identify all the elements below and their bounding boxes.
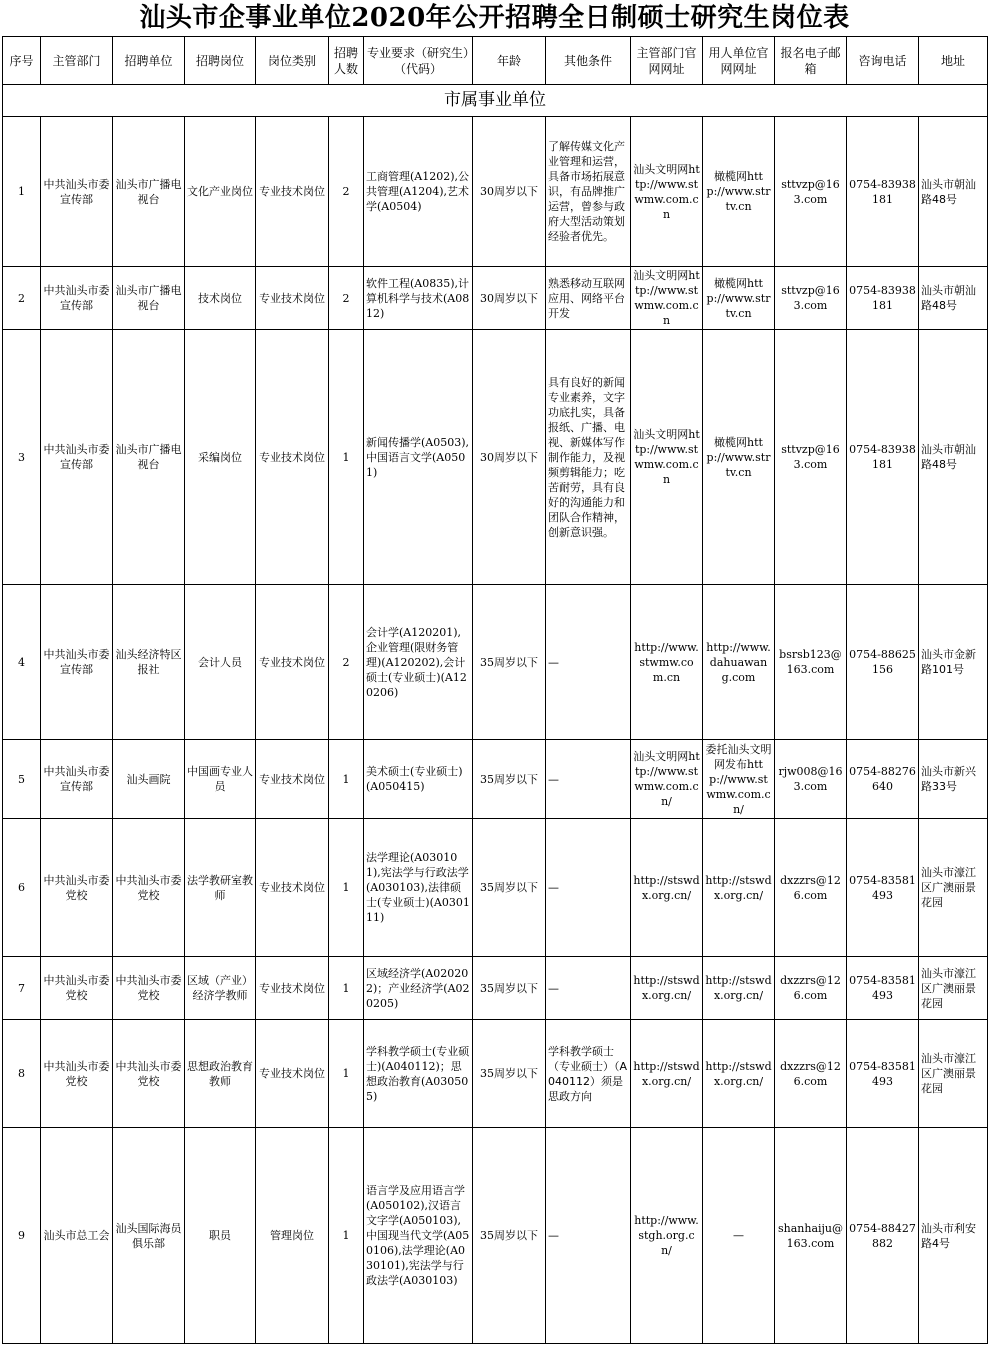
cell-address: 汕头市濠江区广澳丽景花园 xyxy=(919,957,988,1020)
cell-seq: 1 xyxy=(3,117,41,267)
cell-post: 法学教研室教师 xyxy=(185,819,256,957)
cell-count: 1 xyxy=(329,1020,364,1128)
cell-major: 法学理论(A030101),宪法学与行政法学(A030103),法律硕士(专业硕士)(A030111) xyxy=(364,819,473,957)
cell-category: 专业技术岗位 xyxy=(256,585,329,740)
cell-seq: 7 xyxy=(3,957,41,1020)
cell-age: 30周岁以下 xyxy=(473,117,546,267)
header-unit-site: 用人单位官网网址 xyxy=(703,37,775,85)
cell-other: 具有良好的新闻专业素养，文字功底扎实，具备报纸、广播、电视、新媒体写作制作能力，及视频剪辑能力；吃苦耐劳，具有良好的沟通能力和团队合作精神，创新意识强。 xyxy=(546,330,631,585)
cell-post: 采编岗位 xyxy=(185,330,256,585)
cell-dept-site: http://www.stgh.org.cn/ xyxy=(631,1128,703,1344)
table-row xyxy=(3,585,988,740)
cell-other: — xyxy=(546,1128,631,1344)
cell-major: 语言学及应用语言学(A050102),汉语言文字学(A050103),中国现当代文学(A050106),法学理论(A030101),宪法学与行政法学(A030103) xyxy=(364,1128,473,1344)
cell-dept: 中共汕头市委宣传部 xyxy=(41,117,113,267)
cell-category: 专业技术岗位 xyxy=(256,740,329,819)
cell-unit: 中共汕头市委党校 xyxy=(113,819,185,957)
cell-dept: 中共汕头市委党校 xyxy=(41,1020,113,1128)
header-age: 年龄 xyxy=(473,37,546,85)
table-row xyxy=(3,819,988,957)
cell-dept-site: http://stswdx.org.cn/ xyxy=(631,1020,703,1128)
cell-dept-site: http://stswdx.org.cn/ xyxy=(631,957,703,1020)
cell-category: 管理岗位 xyxy=(256,1128,329,1344)
cell-seq: 2 xyxy=(3,267,41,330)
cell-major: 学科教学硕士(专业硕士)(A040112)；思想政治教育(A030505) xyxy=(364,1020,473,1128)
cell-email: sttvzp@163.com xyxy=(775,330,847,585)
cell-age: 35周岁以下 xyxy=(473,740,546,819)
cell-phone: 0754-83938181 xyxy=(847,117,919,267)
cell-dept: 中共汕头市委宣传部 xyxy=(41,267,113,330)
header-seq: 序号 xyxy=(3,37,41,85)
cell-unit-site: http://stswdx.org.cn/ xyxy=(703,957,775,1020)
header-dept: 主管部门 xyxy=(41,37,113,85)
cell-unit-site: http://stswdx.org.cn/ xyxy=(703,1020,775,1128)
cell-seq: 4 xyxy=(3,585,41,740)
cell-unit-site: — xyxy=(703,1128,775,1344)
cell-unit: 汕头经济特区报社 xyxy=(113,585,185,740)
cell-dept-site: 汕头文明网http://www.stwmw.com.cn/ xyxy=(631,740,703,819)
cell-dept: 中共汕头市委宣传部 xyxy=(41,330,113,585)
cell-dept: 中共汕头市委宣传部 xyxy=(41,585,113,740)
table-row xyxy=(3,117,988,267)
cell-age: 35周岁以下 xyxy=(473,1020,546,1128)
cell-dept: 中共汕头市委宣传部 xyxy=(41,740,113,819)
cell-count: 1 xyxy=(329,330,364,585)
table-row xyxy=(3,267,988,330)
cell-seq: 3 xyxy=(3,330,41,585)
cell-phone: 0754-83581493 xyxy=(847,819,919,957)
cell-address: 汕头市濠江区广澳丽景花园 xyxy=(919,1020,988,1128)
cell-email: dxzzrs@126.com xyxy=(775,957,847,1020)
header-other: 其他条件 xyxy=(546,37,631,85)
cell-other: — xyxy=(546,819,631,957)
cell-email: dxzzrs@126.com xyxy=(775,1020,847,1128)
cell-email: rjw008@163.com xyxy=(775,740,847,819)
cell-post: 文化产业岗位 xyxy=(185,117,256,267)
cell-email: sttvzp@163.com xyxy=(775,117,847,267)
header-row xyxy=(3,37,988,85)
cell-count: 1 xyxy=(329,1128,364,1344)
cell-major: 区域经济学(A020202)；产业经济学(A020205) xyxy=(364,957,473,1020)
cell-phone: 0754-88427882 xyxy=(847,1128,919,1344)
cell-address: 汕头市朝汕路48号 xyxy=(919,117,988,267)
cell-category: 专业技术岗位 xyxy=(256,267,329,330)
cell-address: 汕头市朝汕路48号 xyxy=(919,330,988,585)
cell-other: — xyxy=(546,585,631,740)
cell-unit: 中共汕头市委党校 xyxy=(113,957,185,1020)
table-row xyxy=(3,330,988,585)
cell-unit-site: 委托汕头文明网发布http://www.stwmw.com.cn/ xyxy=(703,740,775,819)
cell-email: dxzzrs@126.com xyxy=(775,819,847,957)
cell-dept-site: http://stswdx.org.cn/ xyxy=(631,819,703,957)
cell-post: 会计人员 xyxy=(185,585,256,740)
cell-unit-site: http://www.dahuawang.com xyxy=(703,585,775,740)
header-count: 招聘人数 xyxy=(329,37,364,85)
cell-dept-site: 汕头文明网http://www.stwmw.com.cn xyxy=(631,267,703,330)
cell-category: 专业技术岗位 xyxy=(256,1020,329,1128)
cell-unit-site: http://stswdx.org.cn/ xyxy=(703,819,775,957)
cell-count: 1 xyxy=(329,740,364,819)
cell-address: 汕头市利安路4号 xyxy=(919,1128,988,1344)
header-email: 报名电子邮箱 xyxy=(775,37,847,85)
cell-unit-site: 橄榄网http://www.strtv.cn xyxy=(703,267,775,330)
cell-major: 新闻传播学(A0503),中国语言文学(A0501) xyxy=(364,330,473,585)
cell-major: 软件工程(A0835),计算机科学与技术(A0812) xyxy=(364,267,473,330)
cell-other: — xyxy=(546,740,631,819)
cell-major: 美术硕士(专业硕士)(A050415) xyxy=(364,740,473,819)
header-unit: 招聘单位 xyxy=(113,37,185,85)
cell-address: 汕头市朝汕路48号 xyxy=(919,267,988,330)
cell-other: — xyxy=(546,957,631,1020)
cell-seq: 5 xyxy=(3,740,41,819)
cell-dept: 汕头市总工会 xyxy=(41,1128,113,1344)
cell-count: 1 xyxy=(329,957,364,1020)
cell-major: 工商管理(A1202),公共管理(A1204),艺术学(A0504) xyxy=(364,117,473,267)
cell-email: sttvzp@163.com xyxy=(775,267,847,330)
cell-unit: 中共汕头市委党校 xyxy=(113,1020,185,1128)
page-title: 汕头市企事业单位2020年公开招聘全日制硕士研究生岗位表 xyxy=(139,3,850,33)
cell-major: 会计学(A120201),企业管理(限财务管理)(A120202),会计硕士(专业硕士)(A120206) xyxy=(364,585,473,740)
cell-phone: 0754-83938181 xyxy=(847,267,919,330)
cell-phone: 0754-88276640 xyxy=(847,740,919,819)
section-label: 市属事业单位 xyxy=(3,85,988,117)
table-row xyxy=(3,1128,988,1344)
cell-other: 学科教学硕士（专业硕士）（A040112）须是思政方向 xyxy=(546,1020,631,1128)
cell-address: 汕头市濠江区广澳丽景花园 xyxy=(919,819,988,957)
cell-age: 35周岁以下 xyxy=(473,1128,546,1344)
cell-phone: 0754-88625156 xyxy=(847,585,919,740)
cell-dept-site: 汕头文明网http://www.stwmw.com.cn xyxy=(631,330,703,585)
cell-unit-site: 橄榄网http://www.strtv.cn xyxy=(703,330,775,585)
cell-category: 专业技术岗位 xyxy=(256,117,329,267)
cell-seq: 8 xyxy=(3,1020,41,1128)
cell-age: 35周岁以下 xyxy=(473,957,546,1020)
cell-count: 1 xyxy=(329,819,364,957)
cell-phone: 0754-83581493 xyxy=(847,957,919,1020)
cell-age: 35周岁以下 xyxy=(473,585,546,740)
cell-unit: 汕头市广播电视台 xyxy=(113,117,185,267)
cell-dept-site: 汕头文明网http://www.stwmw.com.cn xyxy=(631,117,703,267)
cell-unit: 汕头国际海员俱乐部 xyxy=(113,1128,185,1344)
header-dept-site: 主管部门官网网址 xyxy=(631,37,703,85)
section-row xyxy=(3,85,988,117)
header-address: 地址 xyxy=(919,37,988,85)
table-row xyxy=(3,957,988,1020)
cell-phone: 0754-83938181 xyxy=(847,330,919,585)
table-row xyxy=(3,1020,988,1128)
header-category: 岗位类别 xyxy=(256,37,329,85)
cell-age: 30周岁以下 xyxy=(473,267,546,330)
cell-email: bsrsb123@163.com xyxy=(775,585,847,740)
cell-age: 35周岁以下 xyxy=(473,819,546,957)
cell-category: 专业技术岗位 xyxy=(256,819,329,957)
cell-email: shanhaiju@163.com xyxy=(775,1128,847,1344)
cell-post: 技术岗位 xyxy=(185,267,256,330)
cell-unit-site: 橄榄网http://www.strtv.cn xyxy=(703,117,775,267)
cell-count: 2 xyxy=(329,117,364,267)
cell-post: 思想政治教育教师 xyxy=(185,1020,256,1128)
cell-seq: 6 xyxy=(3,819,41,957)
cell-post: 职员 xyxy=(185,1128,256,1344)
header-phone: 咨询电话 xyxy=(847,37,919,85)
cell-dept: 中共汕头市委党校 xyxy=(41,957,113,1020)
table-row xyxy=(3,740,988,819)
cell-post: 区域（产业）经济学教师 xyxy=(185,957,256,1020)
cell-other: 了解传媒文化产业管理和运营，具备市场拓展意识，有品牌推广运营，曾参与政府大型活动策划经验者优先。 xyxy=(546,117,631,267)
cell-category: 专业技术岗位 xyxy=(256,330,329,585)
cell-post: 中国画专业人员 xyxy=(185,740,256,819)
cell-phone: 0754-83581493 xyxy=(847,1020,919,1128)
cell-seq: 9 xyxy=(3,1128,41,1344)
job-table xyxy=(2,36,988,1344)
cell-unit: 汕头市广播电视台 xyxy=(113,267,185,330)
cell-address: 汕头市新兴路33号 xyxy=(919,740,988,819)
cell-unit: 汕头市广播电视台 xyxy=(113,330,185,585)
cell-other: 熟悉移动互联网应用、网络平台开发 xyxy=(546,267,631,330)
header-post: 招聘岗位 xyxy=(185,37,256,85)
header-major: 专业要求（研究生）（代码） xyxy=(364,37,473,85)
cell-count: 2 xyxy=(329,585,364,740)
cell-age: 30周岁以下 xyxy=(473,330,546,585)
cell-category: 专业技术岗位 xyxy=(256,957,329,1020)
cell-address: 汕头市金新路101号 xyxy=(919,585,988,740)
cell-dept: 中共汕头市委党校 xyxy=(41,819,113,957)
cell-count: 2 xyxy=(329,267,364,330)
cell-unit: 汕头画院 xyxy=(113,740,185,819)
cell-dept-site: http://www.stwmw.com.cn xyxy=(631,585,703,740)
